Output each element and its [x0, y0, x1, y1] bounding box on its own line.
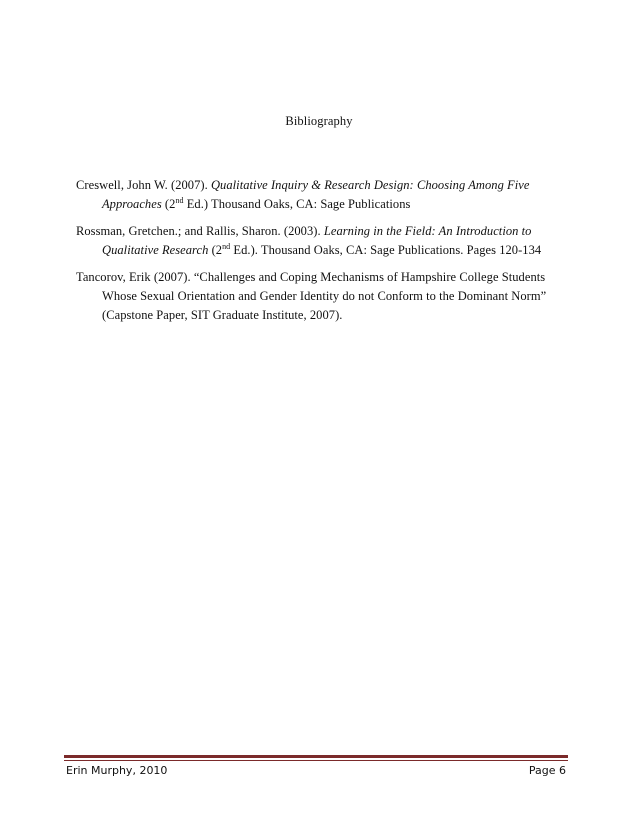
reference-rossman: [76, 222, 566, 260]
page-title: Bibliography: [285, 114, 353, 128]
footer-page-number: Page 6: [528, 764, 566, 777]
reference-edition-prefix: (2: [208, 243, 223, 257]
footer-author: Erin Murphy, 2010: [66, 764, 168, 777]
reference-edition-prefix: (2: [161, 197, 176, 211]
reference-author-date: Creswell, John W. (2007).: [76, 178, 211, 192]
reference-tancorov: [76, 268, 566, 325]
reference-publisher: Ed.). Thousand Oaks, CA: Sage Publications. Pages 120-134: [230, 243, 542, 257]
reference-edition-superscript: nd: [175, 196, 184, 205]
footer-rule-thin: [64, 760, 568, 761]
reference-title: Learning in the Field: An Introduction to Qualitative Research: [102, 224, 532, 257]
reference-full-text: Tancorov, Erik (2007). “Challenges and Coping Mechanisms of Hampshire College Students Whose Sexual Orientation and Gender Identity do not Conform to the Dominant Norm” (Capstone Paper, SIT Graduate Institute, 2007).: [76, 270, 547, 322]
reference-edition-superscript: nd: [222, 242, 231, 251]
reference-publisher: Ed.) Thousand Oaks, CA: Sage Publications: [183, 197, 411, 211]
reference-creswell: [76, 176, 566, 214]
reference-author-date: Rossman, Gretchen.; and Rallis, Sharon. (2003).: [76, 224, 324, 238]
reference-title: Qualitative Inquiry & Research Design: Choosing Among Five Approaches: [102, 178, 530, 211]
footer-rule: [64, 755, 568, 758]
page-footer: [66, 764, 566, 777]
bibliography-list: [76, 176, 566, 333]
